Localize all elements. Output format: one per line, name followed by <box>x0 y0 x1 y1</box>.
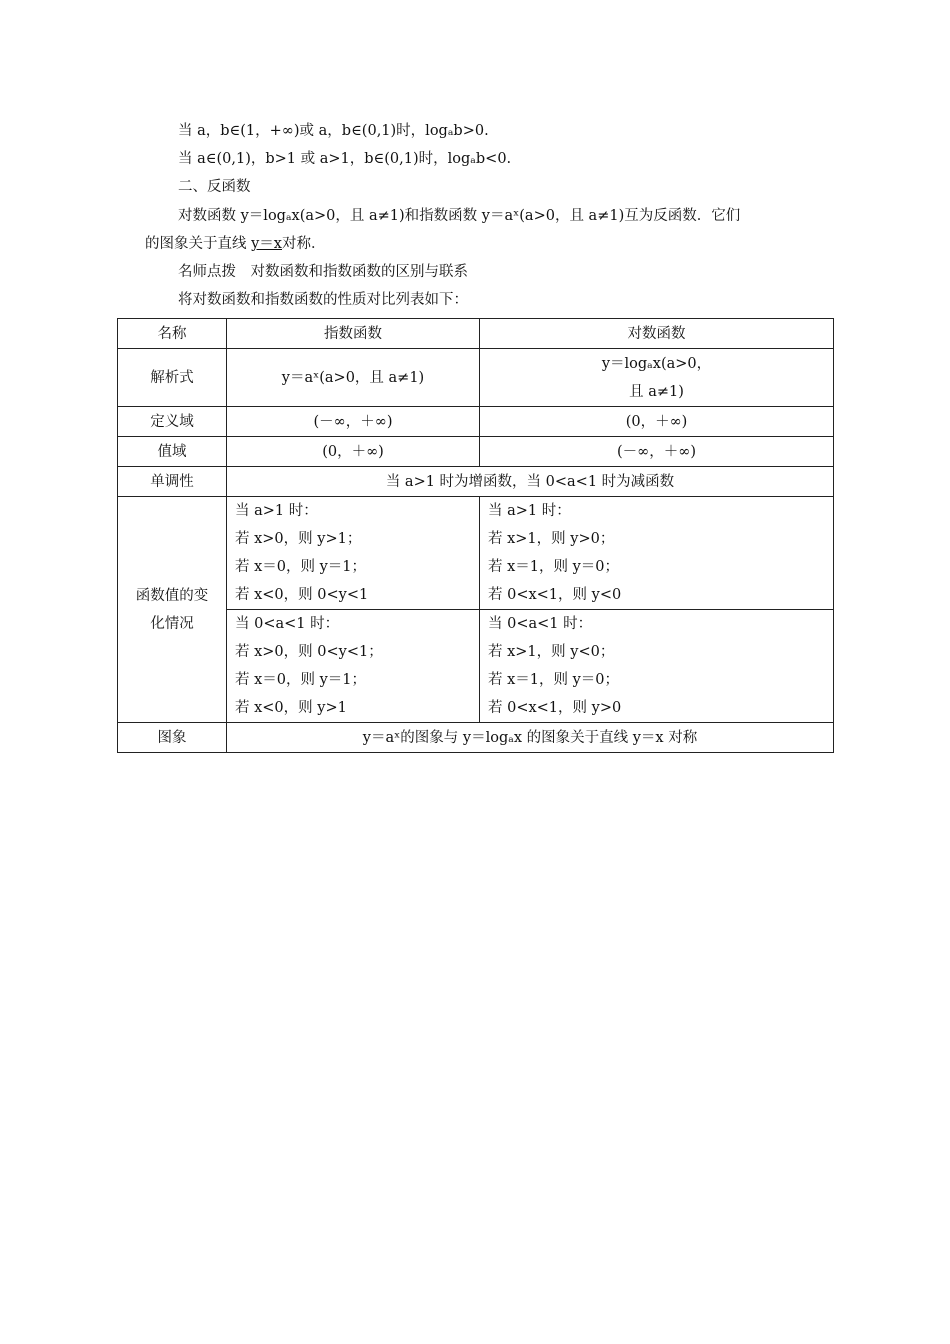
formula-label: 解析式 <box>118 349 227 407</box>
graph-text: y＝aˣ的图象与 y＝logₐx 的图象关于直线 y＝x 对称 <box>227 723 834 753</box>
table-row-graph <box>118 723 834 753</box>
domain-label: 定义域 <box>118 407 227 437</box>
header-exp: 指数函数 <box>227 319 480 349</box>
values-label-line1: 函数值的变 <box>135 587 209 604</box>
values-exp-a-lt1 <box>227 610 480 723</box>
value-line: 当 a>1 时： <box>235 503 318 519</box>
formula-log <box>480 349 834 407</box>
monotonic-text: 当 a>1 时为增函数，当 0<a<1 时为减函数 <box>227 467 834 497</box>
section-title-inverse-function: 二、反函数 <box>178 179 251 195</box>
value-line: 若 x>0，则 0<y<1； <box>235 644 383 660</box>
formula-exp: y＝aˣ(a>0，且 a≠1) <box>227 349 480 407</box>
value-line: 若 0<x<1，则 y<0 <box>488 587 622 603</box>
teacher-tip-heading: 名师点拨 对数函数和指数函数的区别与联系 <box>178 264 468 280</box>
table-row-monotonic <box>118 467 834 497</box>
paragraph-inverse-definition: 对数函数 y＝logₐx(a>0，且 a≠1)和指数函数 y＝aˣ(a>0，且 a≠1)互为反函数．它们 <box>178 208 741 224</box>
formula-log-line1: y＝logₐx(a>0， <box>601 355 712 372</box>
value-line: 若 x>1，则 y<0； <box>488 644 615 660</box>
symmetry-text-after: 对称． <box>281 236 326 252</box>
value-line: 若 x>1，则 y>0； <box>488 531 615 547</box>
value-line: 若 x<0，则 y>1 <box>235 700 347 716</box>
comparison-table <box>117 318 834 753</box>
formula-log-line2: 且 a≠1) <box>629 383 684 400</box>
value-line: 若 x＝0，则 y＝1； <box>235 672 367 688</box>
symmetry-line-underlined: y＝x <box>251 236 282 252</box>
monotonic-label: 单调性 <box>118 467 227 497</box>
symmetry-text-before: 的图象关于直线 <box>145 236 252 252</box>
table-intro: 将对数函数和指数函数的性质对比列表如下： <box>178 292 468 308</box>
paragraph-symmetry <box>145 234 325 254</box>
value-line: 当 0<a<1 时： <box>235 616 340 632</box>
range-exp: (0，＋∞) <box>227 437 480 467</box>
values-label <box>118 497 227 723</box>
header-name: 名称 <box>118 319 227 349</box>
range-label: 值域 <box>118 437 227 467</box>
domain-exp: (－∞，＋∞) <box>227 407 480 437</box>
values-log-a-gt1 <box>480 497 834 610</box>
table-row-formula <box>118 349 834 407</box>
domain-log: (0，＋∞) <box>480 407 834 437</box>
values-exp-a-gt1 <box>227 497 480 610</box>
value-line: 当 0<a<1 时： <box>488 616 593 632</box>
graph-label: 图象 <box>118 723 227 753</box>
value-line: 若 x＝1，则 y＝0； <box>488 672 620 688</box>
value-line: 当 a>1 时： <box>488 503 571 519</box>
values-log-a-lt1 <box>480 610 834 723</box>
value-line: 若 x>0，则 y>1； <box>235 531 362 547</box>
table-row-range <box>118 437 834 467</box>
value-line: 若 x＝0，则 y＝1； <box>235 559 367 575</box>
table-row-values-a-gt1 <box>118 497 834 610</box>
value-line: 若 x<0，则 0<y<1 <box>235 587 369 603</box>
paragraph-log-positive: 当 a，b∈(1，+∞)或 a，b∈(0,1)时，logₐb>0. <box>178 123 489 139</box>
range-log: (－∞，＋∞) <box>480 437 834 467</box>
value-line: 若 0<x<1，则 y>0 <box>488 700 622 716</box>
table-row-domain <box>118 407 834 437</box>
value-line: 若 x＝1，则 y＝0； <box>488 559 620 575</box>
header-log: 对数函数 <box>480 319 834 349</box>
paragraph-log-negative: 当 a∈(0,1)，b>1 或 a>1，b∈(0,1)时，logₐb<0. <box>178 151 512 167</box>
table-row-header <box>118 319 834 349</box>
values-label-line2: 化情况 <box>150 615 194 632</box>
